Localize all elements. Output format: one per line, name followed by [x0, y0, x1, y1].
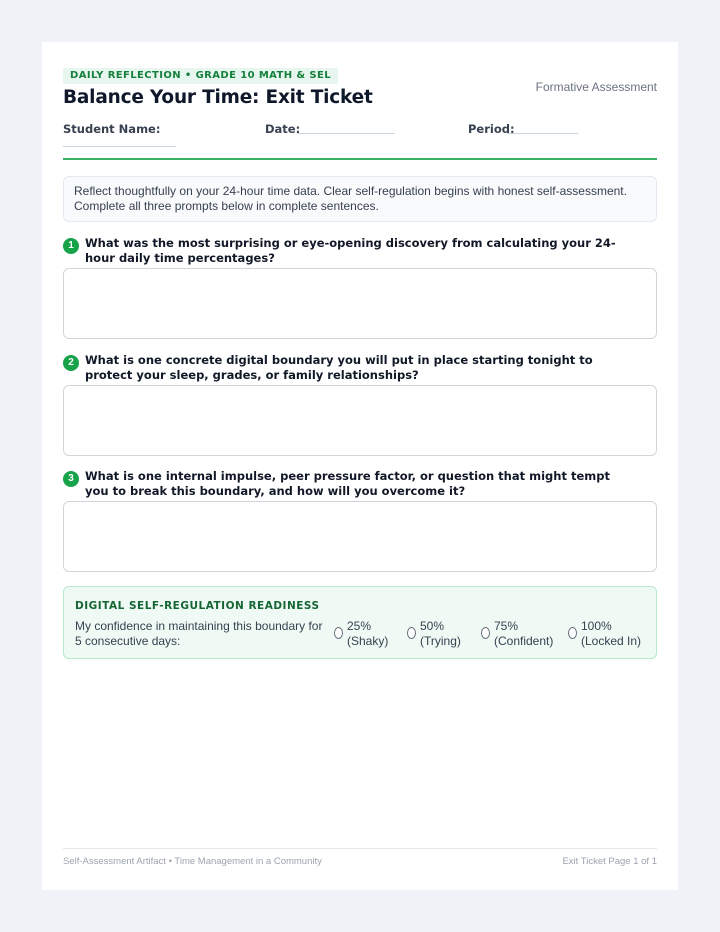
- option-percent: 100%: [581, 619, 612, 633]
- option-label: [420, 619, 461, 648]
- answer-box-2[interactable]: [63, 385, 657, 456]
- option-percent: 50%: [420, 619, 445, 633]
- radio-button[interactable]: [407, 627, 416, 639]
- period-field[interactable]: [468, 122, 515, 136]
- worksheet-content: [63, 42, 657, 890]
- answer-box-3[interactable]: [63, 501, 657, 572]
- question-text: What was the most surprising or eye-opening discovery from calculating your 24-hour daily time percentages?: [85, 236, 616, 265]
- student-name-field[interactable]: [63, 122, 160, 136]
- footer-page-number: Exit Ticket Page 1 of 1: [562, 856, 657, 867]
- option-descriptor: (Shaky): [347, 633, 389, 648]
- date-line[interactable]: [297, 133, 395, 134]
- readiness-prompt: My confidence in maintaining this boundary for 5 consecutive days:: [75, 619, 323, 648]
- option-descriptor: (Trying): [420, 633, 461, 648]
- option-descriptor: (Locked In): [581, 633, 642, 648]
- student-info-row: [63, 122, 657, 148]
- option-percent: 75%: [494, 619, 519, 633]
- option-descriptor: (Confident): [494, 633, 554, 648]
- readiness-title: DIGITAL SELF-REGULATION READINESS: [75, 600, 320, 612]
- radio-button[interactable]: [568, 627, 577, 639]
- student-name-line[interactable]: [63, 146, 176, 147]
- option-label: [581, 619, 641, 648]
- question-text: What is one internal impulse, peer pressure factor, or question that might tempt you to break this boundary, and how will you overcome it?: [85, 469, 610, 498]
- question-text: What is one concrete digital boundary you will put in place starting tonight to protect your sleep, grades, or family relationships?: [85, 353, 593, 382]
- question-number-badge: 1: [63, 238, 79, 254]
- assessment-type: Formative Assessment: [535, 80, 657, 94]
- header-divider: [63, 158, 657, 160]
- page-title: Balance Your Time: Exit Ticket: [63, 87, 373, 108]
- readiness-panel: [63, 586, 657, 659]
- option-percent: 25%: [347, 619, 372, 633]
- footer-divider: [63, 848, 657, 849]
- radio-button[interactable]: [334, 627, 343, 639]
- answer-box-1[interactable]: [63, 268, 657, 339]
- question-number-badge: 2: [63, 355, 79, 371]
- option-label: [494, 619, 553, 648]
- worksheet-page: [42, 42, 678, 890]
- date-label: Date:: [265, 122, 301, 136]
- option-label: [347, 619, 388, 648]
- student-name-label: Student Name:: [63, 122, 161, 136]
- instructions-box: Reflect thoughtfully on your 24-hour time data. Clear self-regulation begins with honest self-assessment. Complete all three prompts below in complete sentences.: [63, 176, 657, 222]
- date-field[interactable]: [265, 122, 300, 136]
- question-number-badge: 3: [63, 471, 79, 487]
- eyebrow-label: DAILY REFLECTION • GRADE 10 MATH & SEL: [63, 68, 338, 84]
- period-line[interactable]: [507, 133, 578, 134]
- radio-button[interactable]: [481, 627, 490, 639]
- footer-left-text: Self-Assessment Artifact • Time Management in a Community: [63, 856, 322, 867]
- period-label: Period:: [468, 122, 515, 136]
